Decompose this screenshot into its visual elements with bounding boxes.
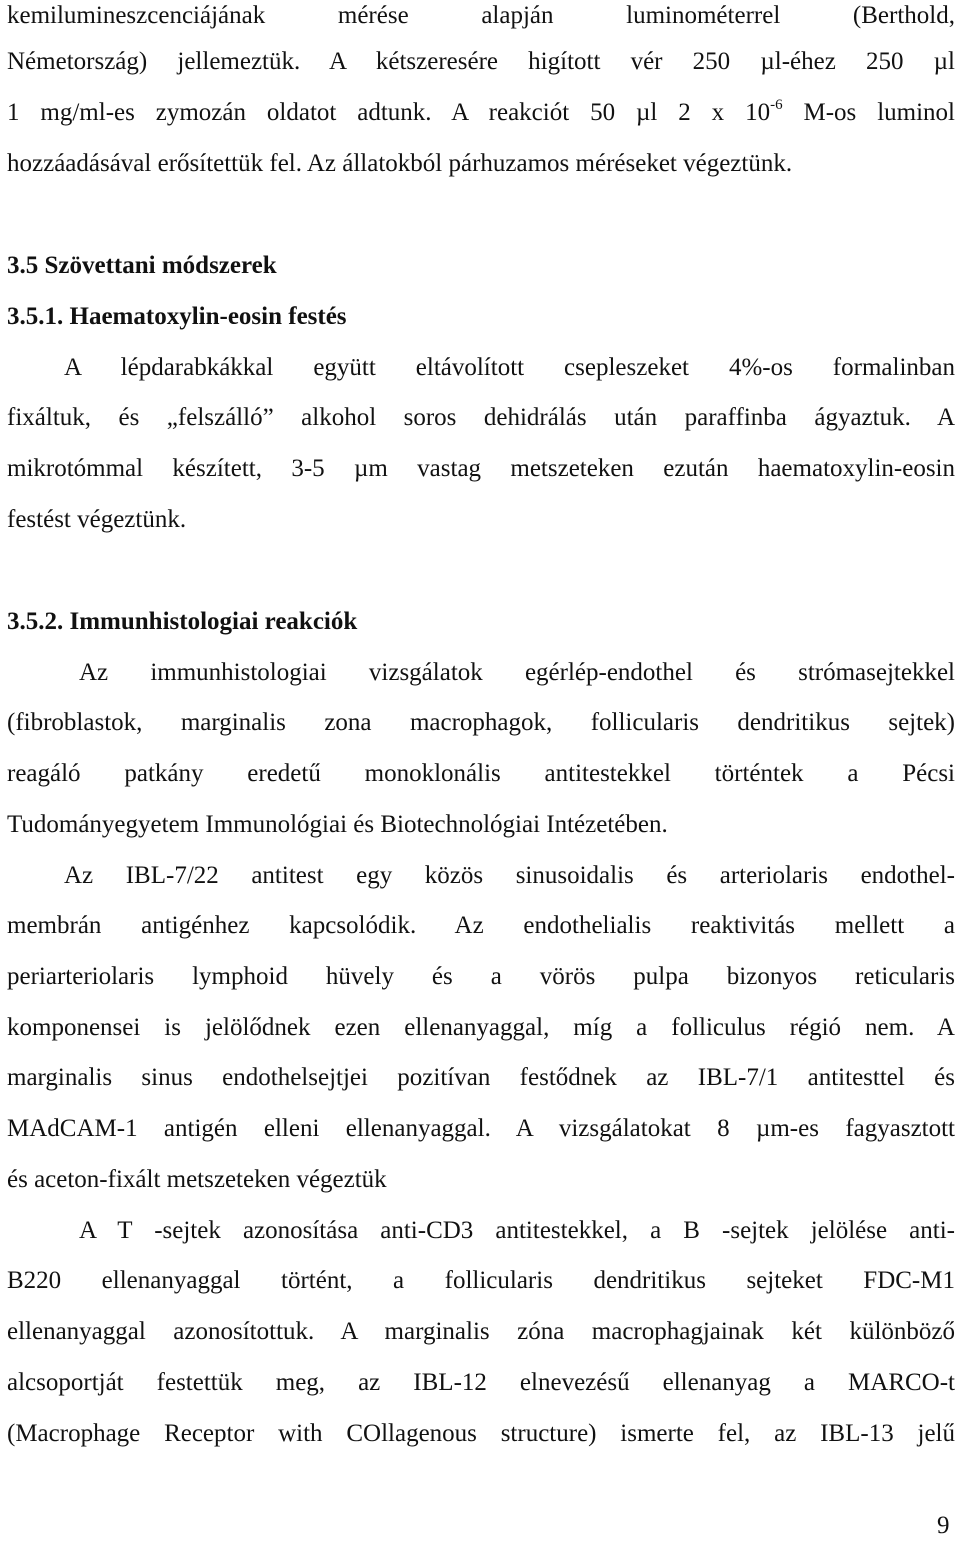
immuno-p2-line-6: MAdCAM-1 antigén elleni ellenanyaggal. A vizsgálatokat 8 µm-es fagyasztott bbox=[7, 1115, 955, 1142]
page-number: 9 bbox=[937, 1512, 950, 1539]
he-line-2: fixáltuk, és „felszálló” alkohol soros dehidrálás után paraffinba ágyaztuk. A bbox=[7, 404, 955, 431]
intro-line-2: Németország) jellemeztük. A kétszeresére higított vér 250 µl-éhez 250 µl bbox=[7, 48, 955, 75]
immuno-p3-line-1: A T -sejtek azonosítása anti-CD3 antitestekkel, a B -sejtek jelölése anti- bbox=[79, 1217, 955, 1244]
section-heading-3-5: 3.5 Szövettani módszerek bbox=[7, 252, 277, 279]
section-heading-3-5-1: 3.5.1. Haematoxylin-eosin festés bbox=[7, 303, 347, 330]
immuno-p1-line-2: (fibroblastok, marginalis zona macrophagok, follicularis dendritikus sejtek) bbox=[7, 709, 955, 736]
immuno-p2-line-5: marginalis sinus endothelsejtjei pozitívan festődnek az IBL-7/1 antitesttel és bbox=[7, 1064, 955, 1091]
immuno-p3-line-3: ellenanyaggal azonosítottuk. A marginalis zóna macrophagjainak két különböző bbox=[7, 1318, 955, 1345]
intro-line-3-tail: M-os luminol bbox=[782, 99, 955, 126]
immuno-p1-line-1: Az immunhistologiai vizsgálatok egérlép-endothel és strómasejtekkel bbox=[79, 659, 955, 686]
immuno-p1-line-3: reagáló patkány eredetű monoklonális antitestekkel történtek a Pécsi bbox=[7, 760, 955, 787]
intro-line-3-text: 1 mg/ml-es zymozán oldatot adtunk. A reakciót 50 µl 2 x 10 bbox=[7, 99, 771, 126]
intro-line-3-exponent: -6 bbox=[770, 96, 783, 113]
he-line-1: A lépdarabkákkal együtt eltávolított csepleszeket 4%-os formalinban bbox=[64, 354, 955, 381]
he-line-4: festést végeztünk. bbox=[7, 506, 187, 533]
intro-line-4: hozzáadásával erősítettük fel. Az állatokból párhuzamos méréseket végeztünk. bbox=[7, 150, 793, 177]
immuno-p3-line-4: alcsoportját festettük meg, az IBL-12 elnevezésű ellenanyag a MARCO-t bbox=[7, 1369, 955, 1396]
immuno-p2-line-4: komponensei is jelölődnek ezen ellenanyaggal, míg a folliculus régió nem. A bbox=[7, 1014, 955, 1041]
immuno-p3-line-5: (Macrophage Receptor with COllagenous structure) ismerte fel, az IBL-13 jelű bbox=[7, 1420, 955, 1447]
immuno-p2-line-1: Az IBL-7/22 antitest egy közös sinusoidalis és arteriolaris endothel- bbox=[64, 862, 955, 889]
immuno-p1-line-4: Tudományegyetem Immunológiai és Biotechnológiai Intézetében. bbox=[7, 811, 668, 838]
section-heading-3-5-2: 3.5.2. Immunhistologiai reakciók bbox=[7, 608, 358, 635]
intro-line-1: kemilumineszcenciájának mérése alapján luminométerrel (Berthold, bbox=[7, 2, 955, 29]
immuno-p2-line-2: membrán antigénhez kapcsolódik. Az endothelialis reaktivitás mellett a bbox=[7, 912, 955, 939]
immuno-p2-line-3: periarteriolaris lymphoid hüvely és a vörös pulpa bizonyos reticularis bbox=[7, 963, 955, 990]
immuno-p3-line-2: B220 ellenanyaggal történt, a follicularis dendritikus sejteket FDC-M1 bbox=[7, 1267, 955, 1294]
intro-line-3 bbox=[7, 97, 955, 129]
immuno-p2-line-7: és aceton-fixált metszeteken végeztük bbox=[7, 1166, 387, 1193]
he-line-3: mikrotómmal készített, 3-5 µm vastag metszeteken ezután haematoxylin-eosin bbox=[7, 455, 955, 482]
